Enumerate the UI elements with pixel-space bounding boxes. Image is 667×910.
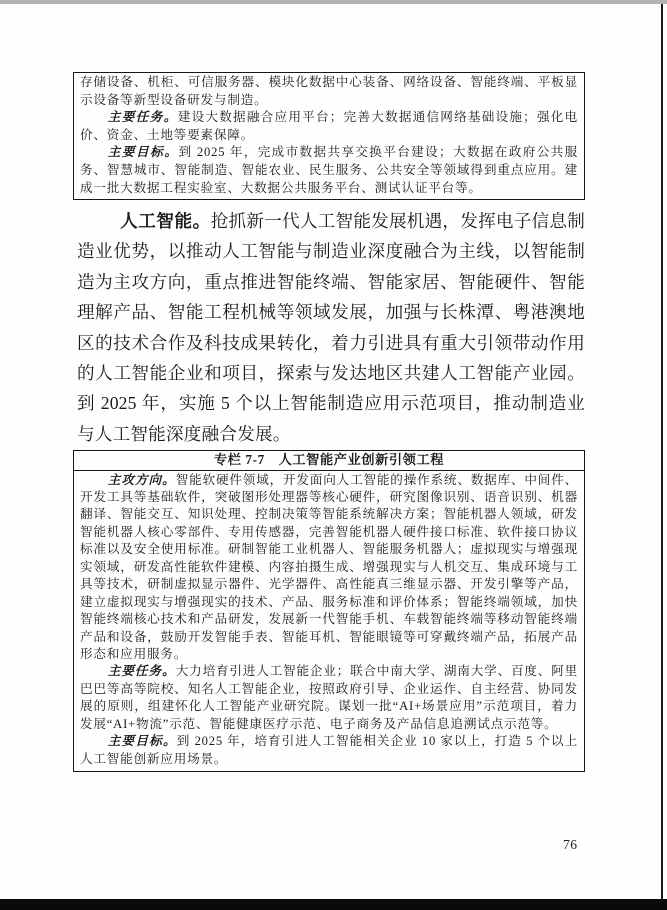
scan-edge-bottom [0, 899, 667, 910]
goals-label: 主要目标。 [107, 145, 179, 160]
scan-edge-top [0, 0, 667, 4]
feature-box [73, 450, 585, 772]
direction-paragraph [80, 472, 578, 664]
tasks-text: 建设大数据融合应用平台；完善大数据通信网络基础设施；强化电价、资金、土地等要素保障。 [80, 110, 579, 142]
feature-goals-paragraph [80, 733, 578, 768]
tasks-label: 主要任务。 [107, 110, 178, 125]
continuation-paragraph [80, 74, 578, 109]
feature-tasks-text: 大力培育引进人工智能企业；联合中南大学、湖南大学、百度、阿里巴巴等高等院校、知名人工智能企业，按照政府引导、企业运作、自主经营、协同发展的原则，组建怀化人工智能产业研究院。谋划一批“AI+场景应用”示范项目，着力发展“AI+物流”示范、智能健康医疗示范、电子商务及产品信息追溯试点示范等。 [80, 664, 579, 731]
feature-box-body [74, 471, 584, 772]
ai-overview-text: 抢抓新一代人工智能发展机遇，发挥电子信息制造业优势，以推动人工智能与制造业深度融合为主线，以智能制造为主攻方向，重点推进智能终端、智能家居、智能硬件、智能理解产品、智能工程机械等领域发展，加强与长株潭、粤港澳地区的技术合作及科技成果转化，着力引进具有重大引领带动作用的人工智能企业和项目，探索与发达地区共建人工智能产业园。到 2025 年，实施 5 个以上智能制造应用示范项目，推动制造业与人工智能深度融合发展。 [77, 211, 585, 444]
continuation-box [73, 72, 585, 200]
scan-edge-right [661, 4, 663, 899]
feature-tasks-paragraph [80, 663, 578, 733]
feature-goals-label: 主要目标。 [107, 734, 177, 749]
continuation-paragraph-text: 存储设备、机柜、可信服务器、模块化数据中心装备、网络设备、智能终端、平板显示设备等新型设备研发与制造。 [80, 75, 578, 107]
ai-overview-lead: 人工智能。 [120, 211, 211, 231]
direction-text: 智能软硬件领域，开发面向人工智能的操作系统、数据库、中间件、开发工具等基础软件，突破图形处理器等核心硬件，研究图像识别、语音识别、机器翻译、智能交互、知识处理、控制决策等智能系统解决方案；智能机器人领域，研发智能机器人核心零部件、专用传感器，完善智能机器人硬件接口标准、软件接口协议标准以及安全使用标准。研制智能工业机器人、智能服务机器人；虚拟现实与增强现实领域，研发高性能软件建模、内容拍摄生成、增强现实与人机交互、集成环境与工具等技术，研制虚拟显示器件、光学器件、高性能真三维显示器、开发引擎等产品，建立虚拟现实与增强现实的技术、产品、服务标准和评价体系；智能终端领域，加快智能终端核心技术和产品研发，发展新一代智能手机、车载智能终端等移动智能终端产品和设备，鼓励开发智能手表、智能耳机、智能眼镜等可穿戴终端产品，拓展产品形态和应用服务。 [80, 472, 579, 662]
tasks-paragraph [80, 109, 578, 144]
direction-label: 主攻方向。 [107, 472, 176, 487]
feature-box-title: 专栏 7-7 人工智能产业创新引领工程 [74, 451, 584, 471]
goals-paragraph [80, 144, 578, 197]
ai-overview-paragraph [77, 206, 585, 449]
feature-tasks-label: 主要任务。 [107, 664, 176, 679]
page-number: 76 [563, 837, 578, 852]
goals-text: 到 2025 年，完成市数据共享交换平台建设；大数据在政府公共服务、智慧城市、智能制造、智能农业、民生服务、公共安全等领域得到重点应用。建成一批大数据工程实验室、大数据公共服务平台、测试认证平台等。 [80, 145, 578, 195]
feature-goals-text: 到 2025 年，培育引进人工智能相关企业 10 家以上，打造 5 个以上人工智能创新应用场景。 [80, 734, 578, 766]
